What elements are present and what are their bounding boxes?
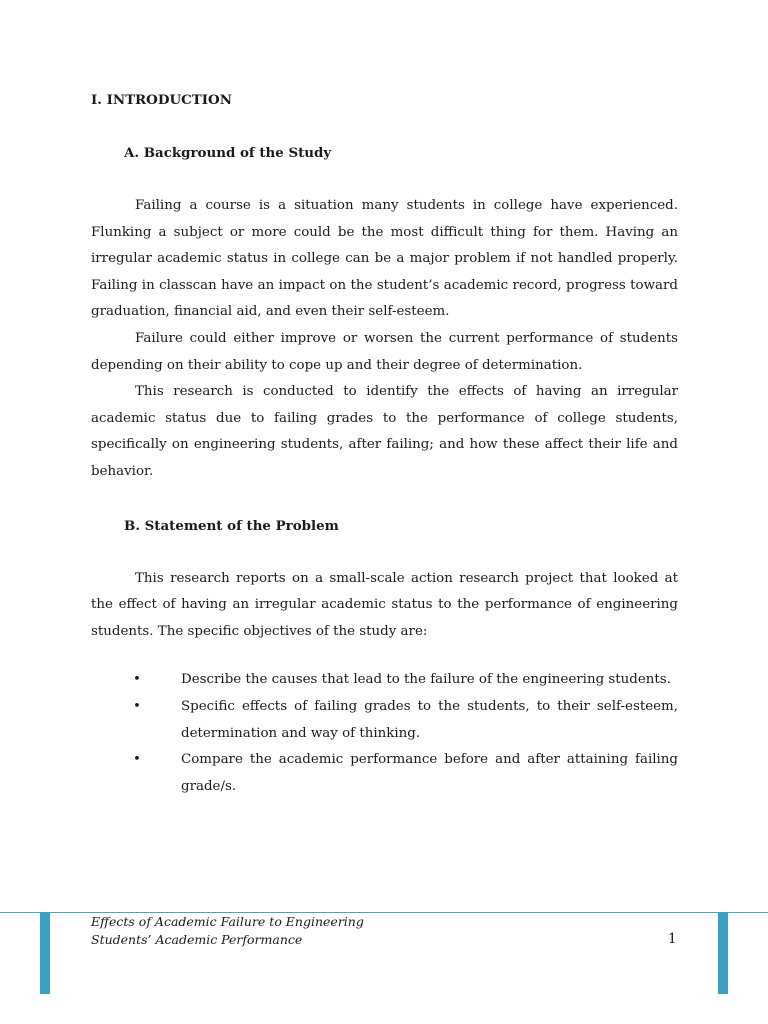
page-number: 1 <box>668 931 677 947</box>
objectives-list <box>91 667 678 800</box>
list-item <box>91 667 678 694</box>
footer-title-line-2: Students’ Academic Performance <box>91 932 303 947</box>
problem-statement-heading: B. Statement of the Problem <box>124 517 339 534</box>
document-body <box>91 88 678 800</box>
list-item <box>91 694 678 747</box>
background-paragraph-2: Failure could either improve or worsen the current performance of students depending on their ability to cope up and their degree of determination. <box>91 330 678 373</box>
introduction-heading: I. INTRODUCTION <box>91 92 232 108</box>
background-paragraph-3: This research is conducted to identify the effects of having an irregular academic status due to failing grades to the performance of college students, specifically on engineering students, after failing; and how these affect their life and behavior. <box>91 384 678 479</box>
objective-text: Compare the academic performance before and after attaining failing grade/s. <box>181 752 678 794</box>
list-item <box>91 747 678 800</box>
bullet-icon: • <box>133 752 141 768</box>
background-heading: A. Background of the Study <box>124 145 332 161</box>
objective-text: Describe the causes that lead to the failure of the engineering students. <box>181 672 671 688</box>
objective-text: Specific effects of failing grades to the students, to their self-esteem, determination and way of thinking. <box>181 698 678 741</box>
bullet-icon: • <box>133 698 141 714</box>
background-paragraph-1: Failing a course is a situation many students in college have experienced. Flunking a subject or more could be the most difficult thing for them. Having an irregular academic status in college can be a major problem if not handled properly. Failing in classcan have an impact on the student’s academic record, progress toward graduation, financial aid, and even their self-esteem. <box>91 198 678 320</box>
footer-left-accent-bar <box>40 912 50 994</box>
footer-title-line-1: Effects of Academic Failure to Engineering <box>91 914 364 929</box>
footer-right-accent-bar <box>718 912 728 994</box>
problem-statement-paragraph: This research reports on a small-scale action research project that looked at the effect of having an irregular academic status to the performance of engineering students. The specific objectives of the study are: <box>91 570 678 639</box>
bullet-icon: • <box>133 672 141 688</box>
footer-title <box>91 913 364 949</box>
